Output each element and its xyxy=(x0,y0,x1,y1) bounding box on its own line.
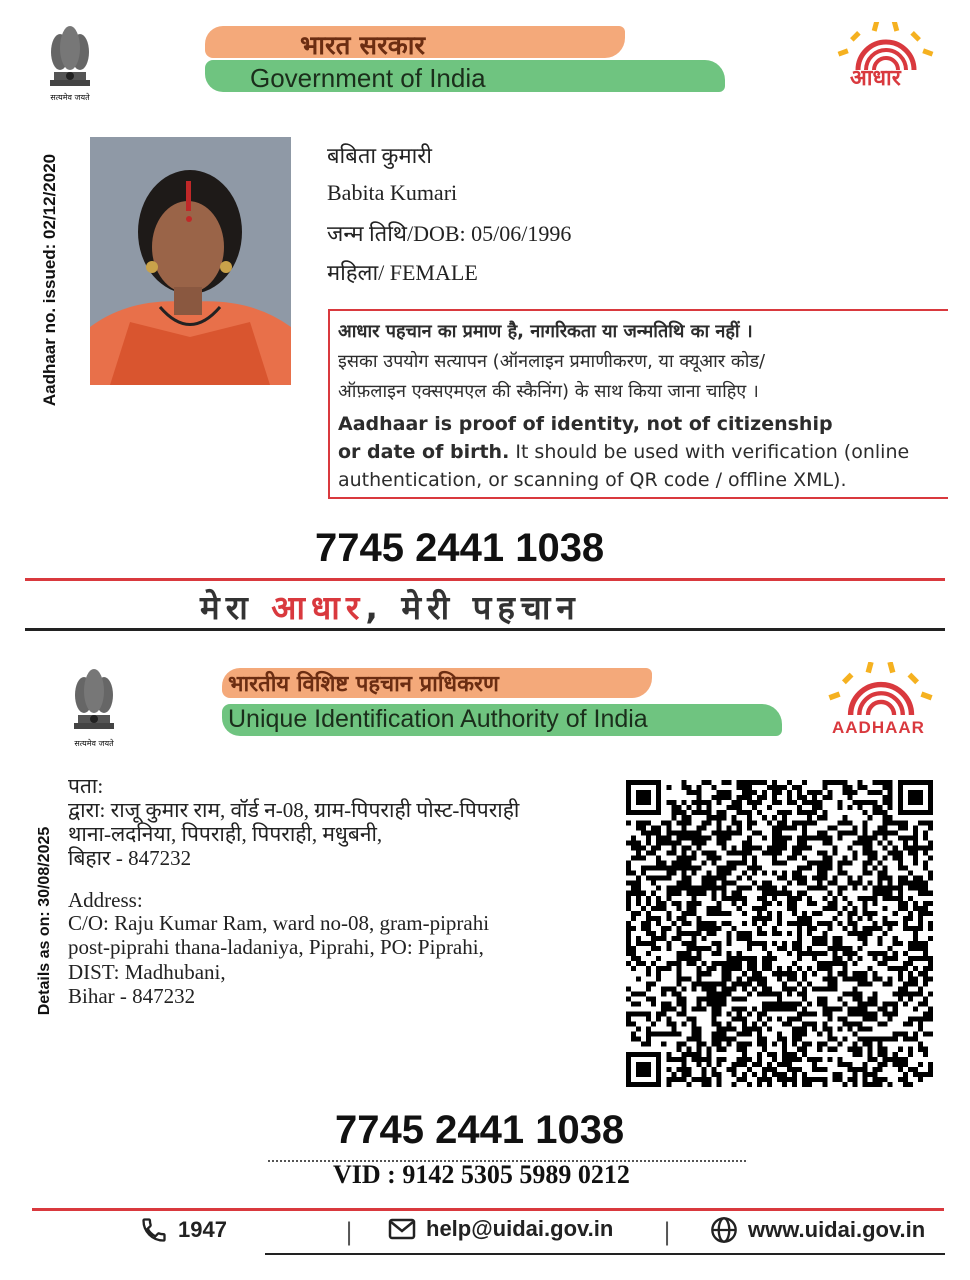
address-english-line-4: Bihar - 847232 xyxy=(68,984,196,1008)
phone-icon xyxy=(140,1216,168,1244)
aadhaar-logo-text: आधार xyxy=(850,66,901,91)
uidai-title-hindi: भारतीय विशिष्ट पहचान प्राधिकरण xyxy=(228,672,499,697)
notice-hindi-line-1: आधार पहचान का प्रमाण है, नागरिकता या जन्मतिथि का नहीं । xyxy=(338,321,753,342)
footer-phone[interactable] xyxy=(140,1216,227,1244)
government-title-english: Government of India xyxy=(250,63,486,93)
uidai-title-english: Unique Identification Authority of India xyxy=(228,705,648,733)
address-hindi-line-1: द्वारा: राजू कुमार राम, वॉर्ड न-08, ग्राम-पिपराही पोस्ट-पिपराही xyxy=(68,798,520,822)
portrait-icon xyxy=(90,137,291,385)
address-english-line-1: C/O: Raju Kumar Ram, ward no-08, gram-piprahi xyxy=(68,911,490,935)
aadhaar-logo-text-english: AADHAAR xyxy=(832,718,925,737)
notice-hindi-line-3: ऑफ़लाइन एक्सएमएल की स्कैनिंग) के साथ किया जाना चाहिए । xyxy=(338,381,759,402)
notice-box xyxy=(328,309,948,499)
details-date-label: Details as on: 30/08/2025 xyxy=(36,826,53,1016)
holder-name-hindi: बबिता कुमारी xyxy=(327,143,433,168)
qr-code-icon xyxy=(626,780,933,1087)
address-hindi-line-2: थाना-लदनिया, पिपराही, पिपराही, मधुबनी, xyxy=(68,822,383,846)
emblem-motto-bottom: सत्यमेव जयते xyxy=(74,739,114,748)
address-english-label: Address: xyxy=(68,888,143,912)
virtual-id: VID : 9142 5305 5989 0212 xyxy=(333,1160,630,1189)
national-emblem-bottom xyxy=(64,664,124,748)
lion-capital-icon xyxy=(40,22,100,92)
issued-date-label: Aadhaar no. issued: 02/12/2020 xyxy=(40,153,59,407)
slogan-aadhaar-word: आधार xyxy=(271,588,366,627)
slogan-part-2: , मेरी पहचान xyxy=(365,588,581,627)
globe-icon xyxy=(710,1216,738,1244)
aadhaar-number-top: 7745 2441 1038 xyxy=(315,526,605,570)
notice-english-rest: It should be used with verification (online xyxy=(509,441,910,463)
government-title-hindi: भारत सरकार xyxy=(300,31,426,61)
address-hindi-label: पता: xyxy=(68,774,104,798)
email-address: help@uidai.gov.in xyxy=(426,1216,614,1241)
aadhaar-logo-bottom xyxy=(818,662,943,740)
address-english-line-3: DIST: Madhubani, xyxy=(68,960,226,984)
red-divider-bottom xyxy=(32,1208,944,1211)
lion-capital-icon xyxy=(64,664,124,736)
notice-english-line-2 xyxy=(338,441,909,463)
gender: महिला/ FEMALE xyxy=(327,260,478,285)
footer-website[interactable] xyxy=(710,1216,925,1244)
slogan-part-1: मेरा xyxy=(200,588,272,627)
address-hindi-line-3: बिहार - 847232 xyxy=(68,846,192,870)
website-url: www.uidai.gov.in xyxy=(748,1217,926,1242)
footer-separator: | xyxy=(345,1218,354,1246)
aadhaar-logo xyxy=(828,22,943,92)
holder-photo xyxy=(90,137,291,385)
notice-hindi-line-2: इसका उपयोग सत्यापन (ऑनलाइन प्रमाणीकरण, या क्यूआर कोड/ xyxy=(338,351,766,372)
notice-english-line-3: authentication, or scanning of QR code / offline XML). xyxy=(338,469,847,491)
notice-english-bold: or date of birth. xyxy=(338,441,510,463)
aadhaar-number-bottom: 7745 2441 1038 xyxy=(335,1108,625,1152)
black-divider-bottom xyxy=(265,1253,945,1255)
slogan xyxy=(200,584,581,629)
date-of-birth: जन्म तिथि/DOB: 05/06/1996 xyxy=(327,221,572,246)
notice-english-line-1: Aadhaar is proof of identity, not of citizenship xyxy=(338,413,833,435)
footer-email[interactable] xyxy=(388,1216,613,1242)
address-english-line-2: post-piprahi thana-ladaniya, Piprahi, PO: Piprahi, xyxy=(68,935,484,959)
black-divider-top xyxy=(25,628,945,631)
national-emblem xyxy=(40,22,100,102)
emblem-motto: सत्यमेव जयते xyxy=(50,93,90,102)
phone-number: 1947 xyxy=(178,1217,227,1242)
footer-separator: | xyxy=(663,1218,672,1246)
red-divider-top xyxy=(25,578,945,581)
aadhaar-sun-icon xyxy=(818,662,943,718)
mail-icon xyxy=(388,1218,416,1240)
qr-code[interactable] xyxy=(626,780,933,1087)
holder-name-english: Babita Kumari xyxy=(327,180,458,205)
